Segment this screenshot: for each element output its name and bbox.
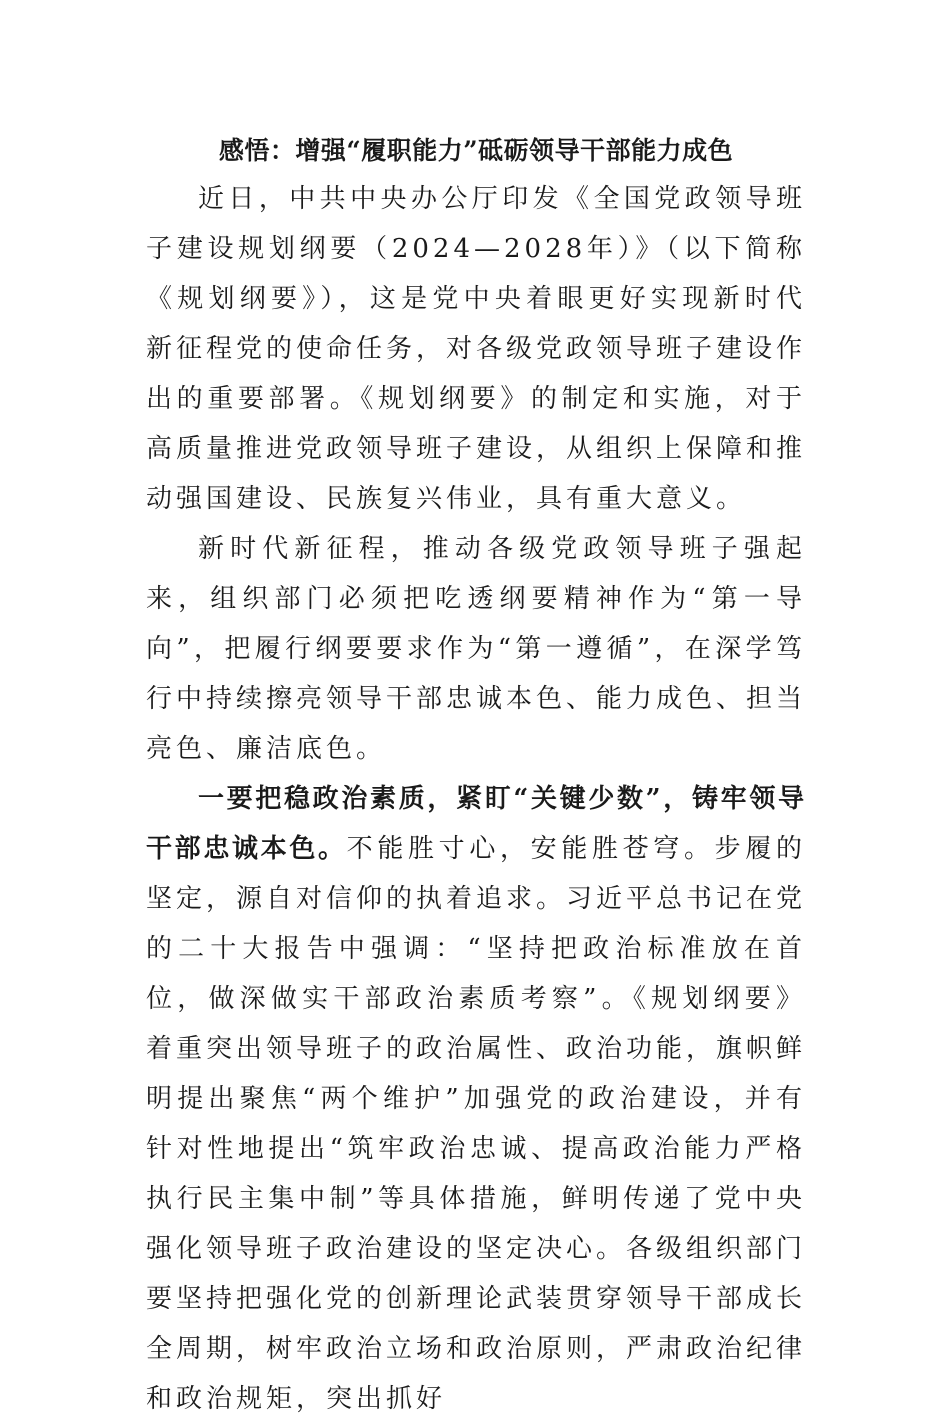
paragraph-2-text: 新时代新征程，推动各级党政领导班子强起来，组织部门必须把吃透纲要精神作为“第一导向”，把履行纲要要求作为“第一遵循”，在深学笃行中持续擦亮领导干部忠诚本色、能力成色、担当亮色、廉洁底色。 <box>146 534 807 764</box>
paragraph-3 <box>146 774 806 1424</box>
document-title: 感悟：增强“履职能力”砥砺领导干部能力成色 <box>218 136 734 165</box>
document-body <box>146 128 806 1424</box>
paragraph-2 <box>146 524 806 774</box>
paragraph-1 <box>146 174 806 524</box>
paragraph-1-text: 近日，中共中央办公厅印发《全国党政领导班子建设规划纲要（2024—2028年）》（以下简称《规划纲要》），这是党中央着眼更好实现新时代新征程党的使命任务，对各级党政领导班子建设作出的重要部署。《规划纲要》的制定和实施，对于高质量推进党政领导班子建设，从组织上保障和推动强国建设、民族复兴伟业，具有重大意义。 <box>146 184 807 514</box>
paragraph-3-lead: 一要把稳政治素质，紧盯“关键少数”，铸牢领导干部忠诚本色。 <box>146 784 806 864</box>
paragraph-3-text: 不能胜寸心，安能胜苍穹。步履的坚定，源自对信仰的执着追求。习近平总书记在党的二十大报告中强调：“坚持把政治标准放在首位，做深做实干部政治素质考察”。《规划纲要》着重突出领导班子的政治属性、政治功能，旗帜鲜明提出聚焦“两个维护”加强党的政治建设，并有针对性地提出“筑牢政治忠诚、提高政治能力严格执行民主集中制”等具体措施，鲜明传递了党中央强化领导班子政治建设的坚定决心。各级组织部门要坚持把强化党的创新理论武装贯穿领导干部成长全周期，树牢政治立场和政治原则，严肃政治纪律和政治规矩，突出抓好 <box>146 834 807 1414</box>
